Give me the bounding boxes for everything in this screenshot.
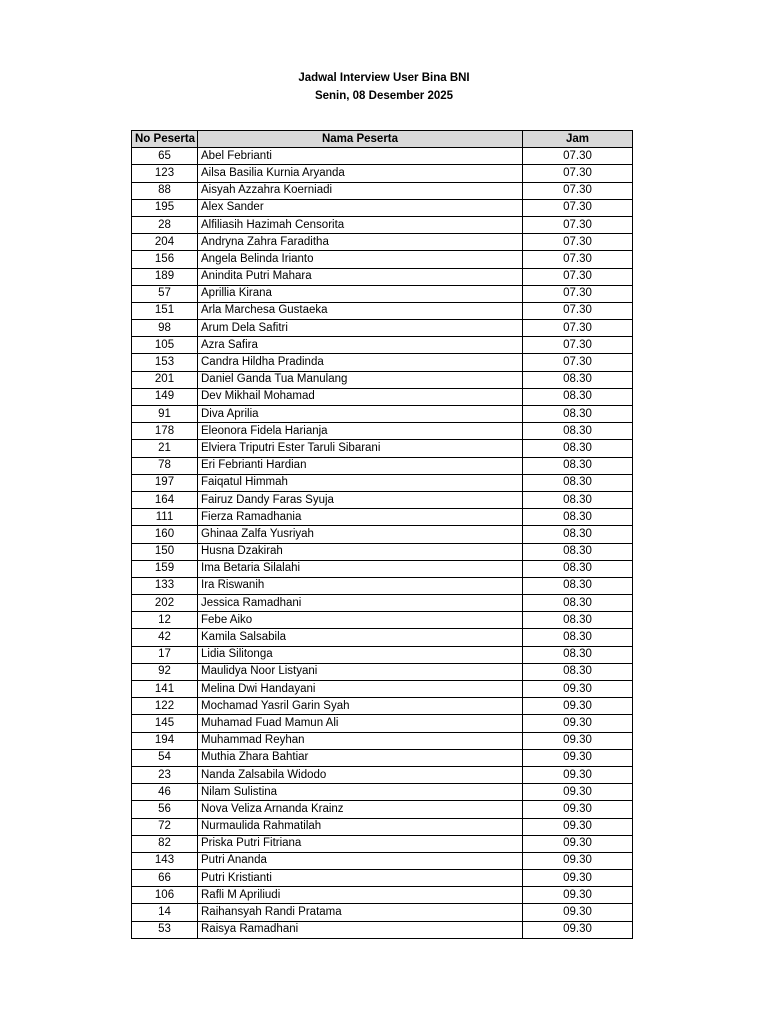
- schedule-table: [131, 130, 633, 939]
- table-row: [132, 457, 633, 474]
- cell-no-peserta: 150: [132, 543, 198, 560]
- cell-no-peserta: 111: [132, 509, 198, 526]
- cell-jam: 07.30: [523, 302, 633, 319]
- header-nama-peserta: Nama Peserta: [198, 131, 523, 148]
- cell-jam: 09.30: [523, 749, 633, 766]
- table-body: [132, 148, 633, 939]
- cell-nama-peserta: Muthia Zhara Bahtiar: [198, 749, 523, 766]
- table-row: [132, 715, 633, 732]
- table-row: [132, 784, 633, 801]
- cell-no-peserta: 164: [132, 491, 198, 508]
- table-row: [132, 423, 633, 440]
- cell-nama-peserta: Angela Belinda Irianto: [198, 251, 523, 268]
- cell-jam: 08.30: [523, 388, 633, 405]
- cell-nama-peserta: Elviera Triputri Ester Taruli Sibarani: [198, 440, 523, 457]
- cell-no-peserta: 28: [132, 216, 198, 233]
- cell-no-peserta: 72: [132, 818, 198, 835]
- cell-jam: 08.30: [523, 663, 633, 680]
- cell-nama-peserta: Rafli M Apriliudi: [198, 887, 523, 904]
- cell-no-peserta: 143: [132, 852, 198, 869]
- table-row: [132, 629, 633, 646]
- cell-no-peserta: 92: [132, 663, 198, 680]
- table-row: [132, 904, 633, 921]
- cell-no-peserta: 66: [132, 870, 198, 887]
- table-row: [132, 818, 633, 835]
- cell-jam: 07.30: [523, 148, 633, 165]
- cell-no-peserta: 88: [132, 182, 198, 199]
- cell-no-peserta: 145: [132, 715, 198, 732]
- cell-nama-peserta: Lidia Silitonga: [198, 646, 523, 663]
- cell-nama-peserta: Arum Dela Safitri: [198, 320, 523, 337]
- cell-no-peserta: 178: [132, 423, 198, 440]
- cell-nama-peserta: Fierza Ramadhania: [198, 509, 523, 526]
- cell-no-peserta: 149: [132, 388, 198, 405]
- cell-jam: 08.30: [523, 457, 633, 474]
- document-title: Jadwal Interview User Bina BNI: [298, 72, 470, 84]
- cell-nama-peserta: Candra Hildha Pradinda: [198, 354, 523, 371]
- table-row: [132, 766, 633, 783]
- cell-no-peserta: 65: [132, 148, 198, 165]
- cell-jam: 09.30: [523, 732, 633, 749]
- cell-no-peserta: 133: [132, 577, 198, 594]
- cell-jam: 08.30: [523, 509, 633, 526]
- table-row: [132, 921, 633, 938]
- cell-jam: 08.30: [523, 560, 633, 577]
- cell-jam: 07.30: [523, 199, 633, 216]
- cell-jam: 09.30: [523, 698, 633, 715]
- cell-no-peserta: 17: [132, 646, 198, 663]
- header-jam: Jam: [523, 131, 633, 148]
- table-header-row: [132, 131, 633, 148]
- table-row: [132, 234, 633, 251]
- cell-jam: 07.30: [523, 337, 633, 354]
- table-row: [132, 148, 633, 165]
- table-row: [132, 474, 633, 491]
- cell-jam: 09.30: [523, 784, 633, 801]
- cell-nama-peserta: Alex Sander: [198, 199, 523, 216]
- table-row: [132, 560, 633, 577]
- table-row: [132, 663, 633, 680]
- cell-jam: 08.30: [523, 595, 633, 612]
- cell-jam: 07.30: [523, 216, 633, 233]
- cell-jam: 09.30: [523, 887, 633, 904]
- table-row: [132, 612, 633, 629]
- cell-nama-peserta: Melina Dwi Handayani: [198, 681, 523, 698]
- cell-no-peserta: 78: [132, 457, 198, 474]
- table-row: [132, 354, 633, 371]
- table-row: [132, 199, 633, 216]
- cell-nama-peserta: Eri Febrianti Hardian: [198, 457, 523, 474]
- cell-no-peserta: 201: [132, 371, 198, 388]
- table-row: [132, 749, 633, 766]
- cell-no-peserta: 46: [132, 784, 198, 801]
- cell-jam: 07.30: [523, 285, 633, 302]
- header-no-peserta: No Peserta: [132, 131, 198, 148]
- cell-jam: 08.30: [523, 371, 633, 388]
- cell-no-peserta: 82: [132, 835, 198, 852]
- table-row: [132, 302, 633, 319]
- cell-nama-peserta: Eleonora Fidela Harianja: [198, 423, 523, 440]
- cell-jam: 09.30: [523, 870, 633, 887]
- table-row: [132, 406, 633, 423]
- cell-no-peserta: 160: [132, 526, 198, 543]
- table-row: [132, 388, 633, 405]
- cell-jam: 08.30: [523, 629, 633, 646]
- cell-nama-peserta: Andryna Zahra Faraditha: [198, 234, 523, 251]
- cell-jam: 09.30: [523, 681, 633, 698]
- cell-nama-peserta: Aprillia Kirana: [198, 285, 523, 302]
- cell-no-peserta: 141: [132, 681, 198, 698]
- cell-nama-peserta: Ailsa Basilia Kurnia Aryanda: [198, 165, 523, 182]
- cell-no-peserta: 54: [132, 749, 198, 766]
- cell-nama-peserta: Alfiliasih Hazimah Censorita: [198, 216, 523, 233]
- cell-no-peserta: 159: [132, 560, 198, 577]
- cell-nama-peserta: Fairuz Dandy Faras Syuja: [198, 491, 523, 508]
- table-row: [132, 698, 633, 715]
- cell-jam: 07.30: [523, 268, 633, 285]
- table-row: [132, 371, 633, 388]
- table-row: [132, 577, 633, 594]
- cell-nama-peserta: Ghinaa Zalfa Yusriyah: [198, 526, 523, 543]
- cell-jam: 08.30: [523, 543, 633, 560]
- cell-nama-peserta: Jessica Ramadhani: [198, 595, 523, 612]
- cell-jam: 07.30: [523, 320, 633, 337]
- table-row: [132, 509, 633, 526]
- cell-jam: 08.30: [523, 423, 633, 440]
- cell-no-peserta: 189: [132, 268, 198, 285]
- cell-no-peserta: 14: [132, 904, 198, 921]
- document-header: [0, 69, 768, 105]
- table-row: [132, 870, 633, 887]
- cell-no-peserta: 105: [132, 337, 198, 354]
- cell-jam: 09.30: [523, 835, 633, 852]
- cell-no-peserta: 123: [132, 165, 198, 182]
- cell-no-peserta: 53: [132, 921, 198, 938]
- cell-jam: 09.30: [523, 801, 633, 818]
- cell-nama-peserta: Dev Mikhail Mohamad: [198, 388, 523, 405]
- cell-no-peserta: 202: [132, 595, 198, 612]
- cell-jam: 09.30: [523, 852, 633, 869]
- cell-nama-peserta: Putri Kristianti: [198, 870, 523, 887]
- cell-jam: 08.30: [523, 440, 633, 457]
- cell-nama-peserta: Azra Safira: [198, 337, 523, 354]
- table-row: [132, 526, 633, 543]
- cell-nama-peserta: Putri Ananda: [198, 852, 523, 869]
- cell-no-peserta: 153: [132, 354, 198, 371]
- table-row: [132, 320, 633, 337]
- cell-no-peserta: 151: [132, 302, 198, 319]
- cell-no-peserta: 122: [132, 698, 198, 715]
- table-row: [132, 835, 633, 852]
- table-row: [132, 182, 633, 199]
- cell-no-peserta: 21: [132, 440, 198, 457]
- cell-jam: 08.30: [523, 646, 633, 663]
- cell-nama-peserta: Muhamad Fuad Mamun Ali: [198, 715, 523, 732]
- cell-jam: 07.30: [523, 165, 633, 182]
- cell-nama-peserta: Faiqatul Himmah: [198, 474, 523, 491]
- cell-jam: 08.30: [523, 526, 633, 543]
- table-row: [132, 440, 633, 457]
- table-row: [132, 165, 633, 182]
- cell-nama-peserta: Raihansyah Randi Pratama: [198, 904, 523, 921]
- cell-nama-peserta: Nurmaulida Rahmatilah: [198, 818, 523, 835]
- document-subtitle: Senin, 08 Desember 2025: [314, 90, 454, 102]
- cell-nama-peserta: Husna Dzakirah: [198, 543, 523, 560]
- table-row: [132, 595, 633, 612]
- table-row: [132, 543, 633, 560]
- cell-nama-peserta: Daniel Ganda Tua Manulang: [198, 371, 523, 388]
- table-row: [132, 646, 633, 663]
- cell-no-peserta: 98: [132, 320, 198, 337]
- table-row: [132, 491, 633, 508]
- cell-nama-peserta: Kamila Salsabila: [198, 629, 523, 646]
- cell-no-peserta: 197: [132, 474, 198, 491]
- cell-nama-peserta: Maulidya Noor Listyani: [198, 663, 523, 680]
- cell-nama-peserta: Ira Riswanih: [198, 577, 523, 594]
- cell-jam: 08.30: [523, 577, 633, 594]
- table-row: [132, 268, 633, 285]
- cell-nama-peserta: Muhammad Reyhan: [198, 732, 523, 749]
- cell-no-peserta: 23: [132, 766, 198, 783]
- cell-no-peserta: 12: [132, 612, 198, 629]
- cell-no-peserta: 156: [132, 251, 198, 268]
- cell-nama-peserta: Nilam Sulistina: [198, 784, 523, 801]
- table-row: [132, 681, 633, 698]
- cell-nama-peserta: Priska Putri Fitriana: [198, 835, 523, 852]
- cell-jam: 07.30: [523, 354, 633, 371]
- cell-nama-peserta: Anindita Putri Mahara: [198, 268, 523, 285]
- cell-nama-peserta: Arla Marchesa Gustaeka: [198, 302, 523, 319]
- cell-nama-peserta: Mochamad Yasril Garin Syah: [198, 698, 523, 715]
- cell-jam: 09.30: [523, 715, 633, 732]
- table-row: [132, 732, 633, 749]
- table-row: [132, 852, 633, 869]
- cell-nama-peserta: Febe Aiko: [198, 612, 523, 629]
- cell-jam: 07.30: [523, 234, 633, 251]
- table-row: [132, 285, 633, 302]
- cell-jam: 08.30: [523, 474, 633, 491]
- cell-jam: 08.30: [523, 491, 633, 508]
- table-row: [132, 887, 633, 904]
- cell-jam: 09.30: [523, 818, 633, 835]
- table-row: [132, 216, 633, 233]
- cell-no-peserta: 42: [132, 629, 198, 646]
- cell-nama-peserta: Abel Febrianti: [198, 148, 523, 165]
- table-row: [132, 801, 633, 818]
- cell-no-peserta: 204: [132, 234, 198, 251]
- cell-nama-peserta: Ima Betaria Silalahi: [198, 560, 523, 577]
- cell-jam: 07.30: [523, 182, 633, 199]
- cell-jam: 09.30: [523, 904, 633, 921]
- cell-no-peserta: 194: [132, 732, 198, 749]
- cell-nama-peserta: Diva Aprilia: [198, 406, 523, 423]
- cell-nama-peserta: Aisyah Azzahra Koerniadi: [198, 182, 523, 199]
- cell-jam: 07.30: [523, 251, 633, 268]
- cell-no-peserta: 57: [132, 285, 198, 302]
- table-row: [132, 251, 633, 268]
- cell-no-peserta: 106: [132, 887, 198, 904]
- cell-no-peserta: 91: [132, 406, 198, 423]
- table-row: [132, 337, 633, 354]
- cell-nama-peserta: Nanda Zalsabila Widodo: [198, 766, 523, 783]
- cell-nama-peserta: Raisya Ramadhani: [198, 921, 523, 938]
- cell-jam: 08.30: [523, 612, 633, 629]
- cell-jam: 09.30: [523, 921, 633, 938]
- cell-no-peserta: 195: [132, 199, 198, 216]
- cell-jam: 08.30: [523, 406, 633, 423]
- cell-no-peserta: 56: [132, 801, 198, 818]
- cell-nama-peserta: Nova Veliza Arnanda Krainz: [198, 801, 523, 818]
- cell-jam: 09.30: [523, 766, 633, 783]
